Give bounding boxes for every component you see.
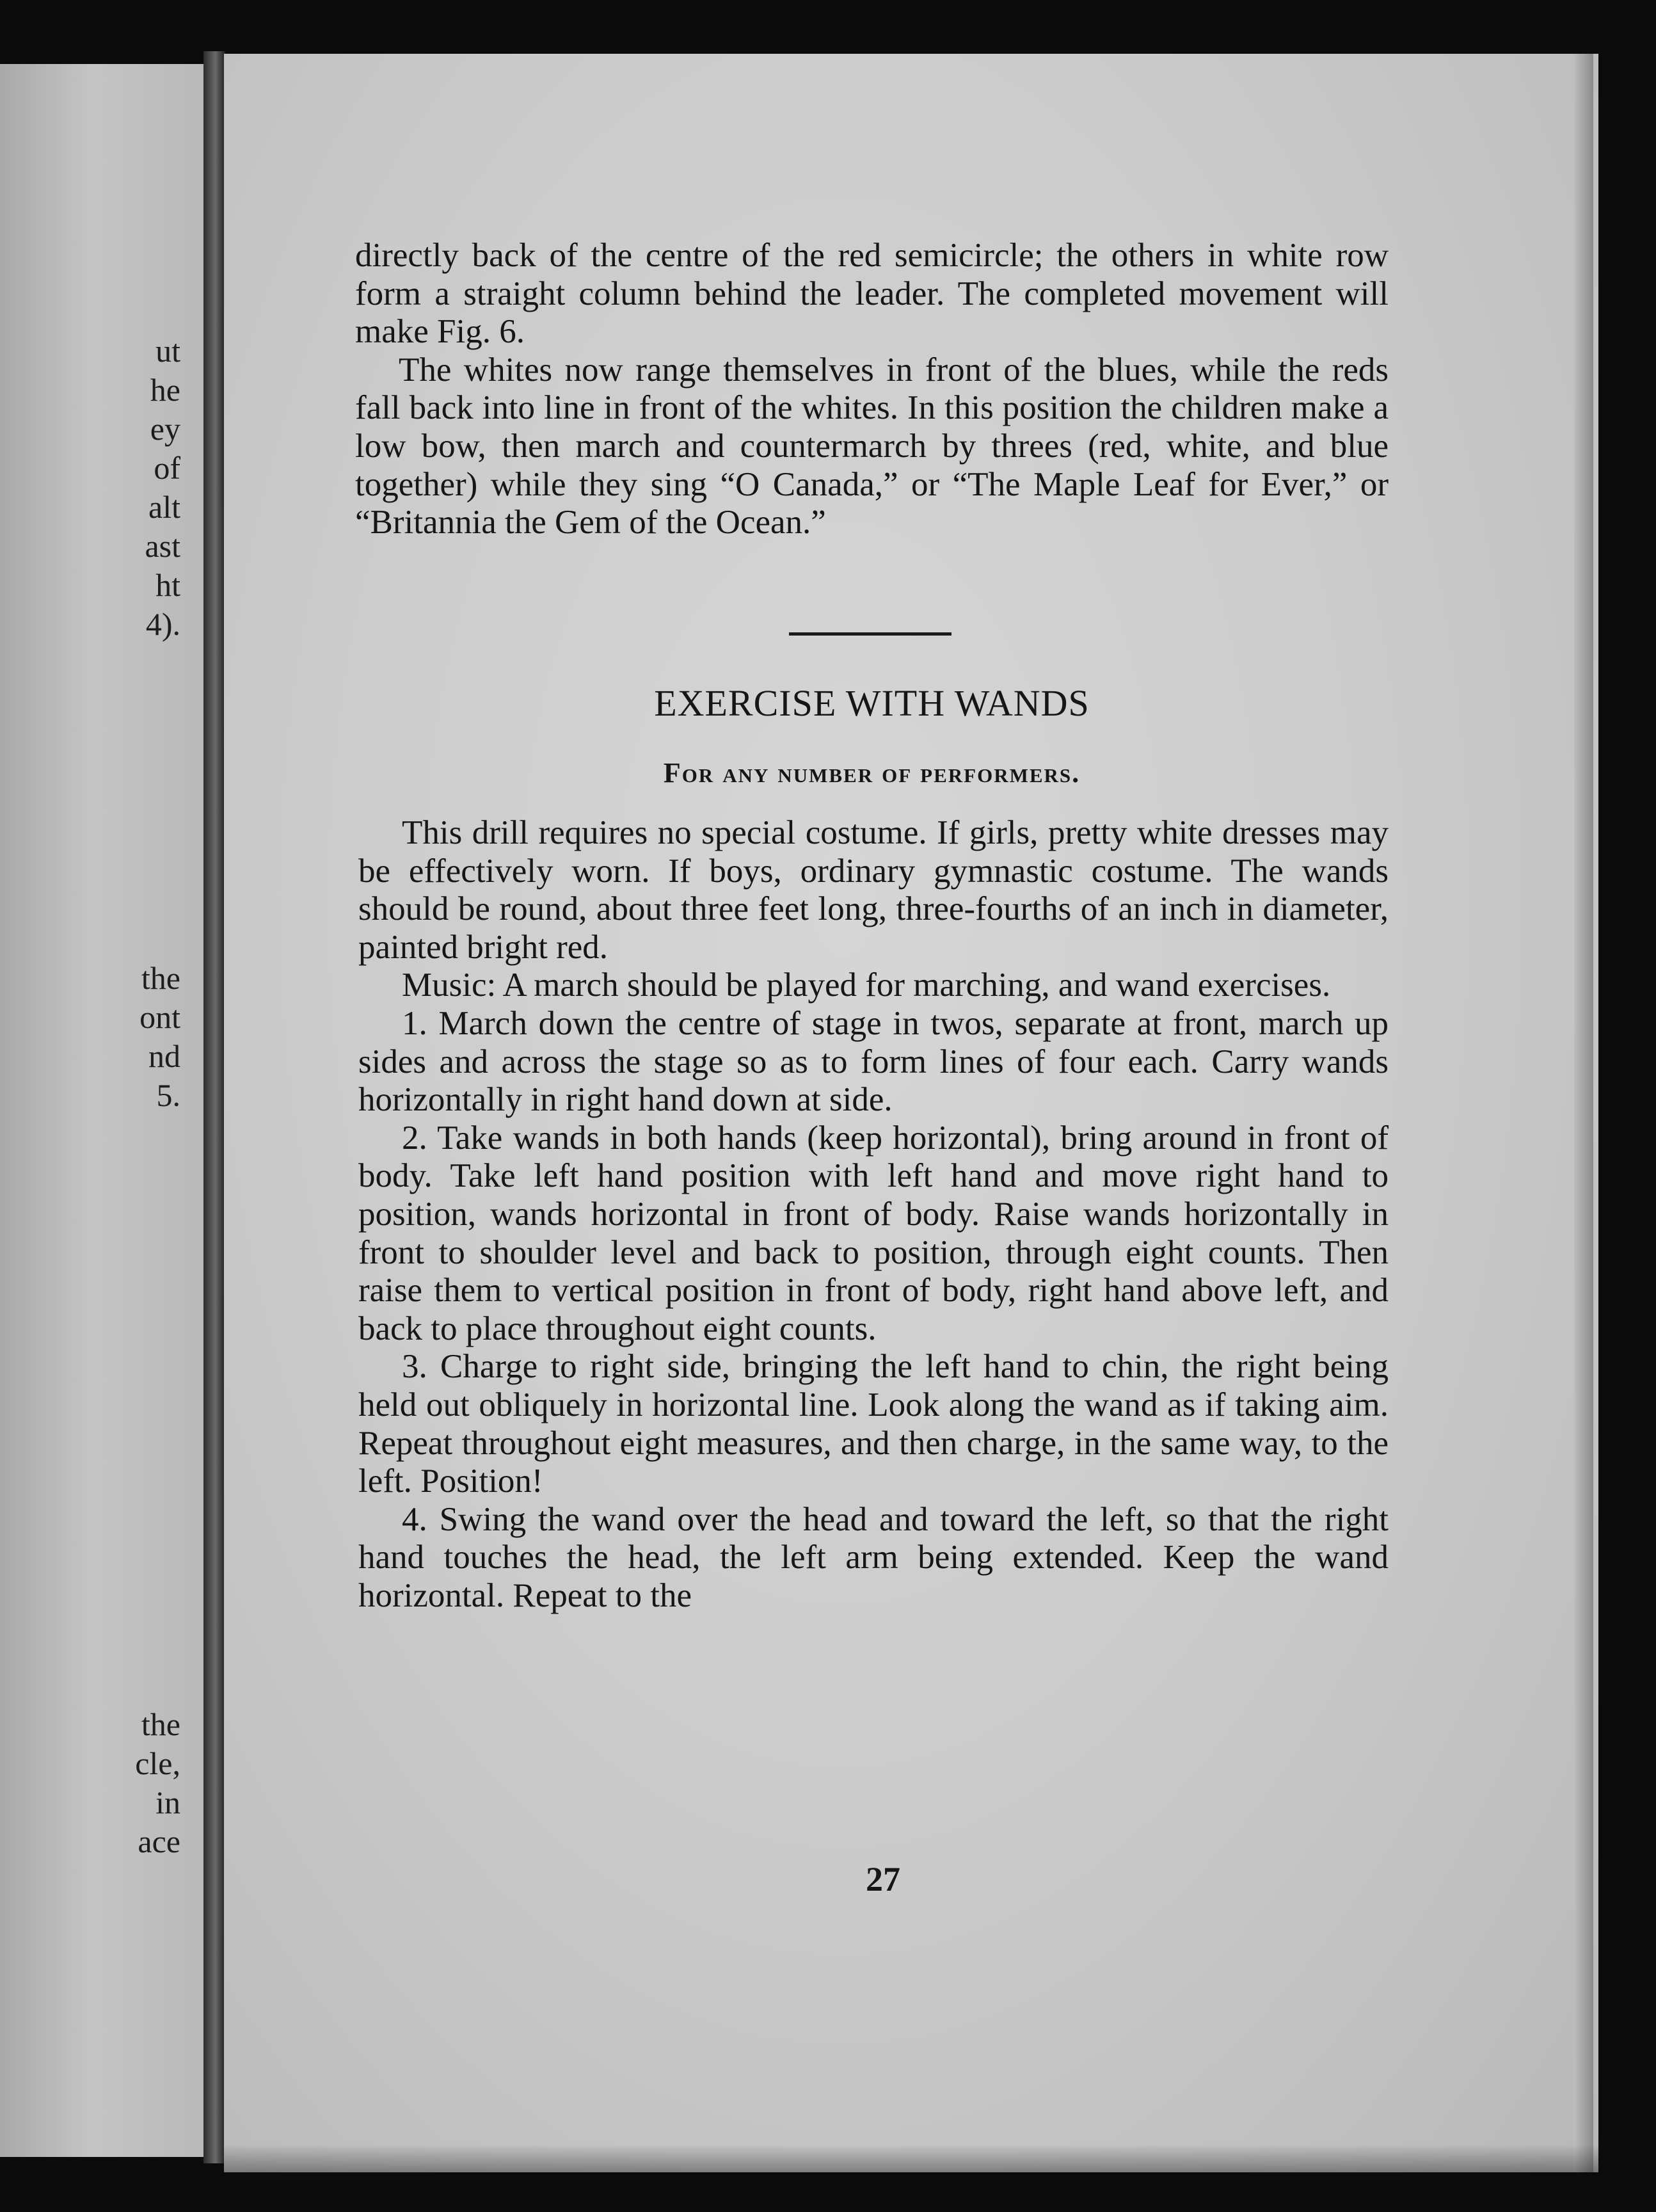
line-ending: the xyxy=(141,1706,180,1742)
line-ending: 4). xyxy=(145,606,180,642)
page-bottom-shadow xyxy=(224,2144,1598,2172)
previous-page-line-endings-middle xyxy=(40,959,180,1115)
line-ending: ont xyxy=(139,999,180,1035)
section-divider-rule xyxy=(789,632,951,636)
paragraph: The whites now range themselves in front of the blues, while the reds fall back into line in front of the whites. In this position the children make a low bow, then march and countermarch by threes (red, white, and blue together) while they sing “O Canada,” or “The Maple Leaf for Ever,” or “Britannia the Gem of the Ocean.” xyxy=(355,351,1389,541)
line-ending: ey xyxy=(150,411,180,447)
paragraph: 2. Take wands in both hands (keep horizontal), bring around in front of body. Take left hand position with left hand and move right hand to position, wands horizontal in front of body. Raise wands horizontally in front to shoulder level and back to position, through eight counts. Then raise them to vertical position in front of body, right hand above left, and back to place throughout eight counts. xyxy=(358,1119,1389,1347)
intro-text xyxy=(355,237,1389,542)
line-ending: he xyxy=(150,372,180,408)
paragraph: Music: A march should be played for marching, and wand exercises. xyxy=(402,966,1331,1004)
line-ending: in xyxy=(155,1784,180,1820)
line-ending: of xyxy=(154,450,180,486)
line-ending: nd xyxy=(148,1038,180,1074)
section-heading: EXERCISE WITH WANDS xyxy=(654,682,1090,724)
line-ending: cle, xyxy=(135,1745,180,1781)
book-gutter xyxy=(203,51,225,2163)
line-ending: ace xyxy=(138,1823,180,1859)
line-ending: alt xyxy=(148,489,180,525)
section-subheading: For any number of performers. xyxy=(663,757,1081,789)
line-ending: 5. xyxy=(156,1077,180,1113)
paragraph: 4. Swing the wand over the head and toward the left, so that the right hand touches the head, the left arm being extended. Keep the wand horizontal. Repeat to the xyxy=(358,1500,1389,1614)
line-ending: ast xyxy=(145,528,180,564)
previous-page-line-endings-bottom xyxy=(40,1705,180,1861)
paragraph: 3. Charge to right side, bringing the left hand to chin, the right being held out obliquely in horizontal line. Look along the wand as if taking aim. Repeat throughout eight measures, and then charge, in the same way, to the left. Position! xyxy=(358,1348,1389,1500)
page-edge-shadow xyxy=(1574,54,1593,2172)
page-number: 27 xyxy=(866,1860,900,1898)
line-ending: ut xyxy=(155,333,180,369)
previous-page-line-endings-top xyxy=(40,332,180,644)
paragraph: directly back of the centre of the red semicircle; the others in white row form a straight column behind the leader. The completed movement will make Fig. 6. xyxy=(355,237,1389,351)
line-ending: the xyxy=(141,960,180,996)
paragraph: 1. March down the centre of stage in twos, separate at front, march up sides and across the stage so as to form lines of four each. Carry wands horizontally in right hand down at side. xyxy=(358,1004,1389,1119)
section-body xyxy=(358,814,1389,1615)
previous-page-fragment xyxy=(0,64,203,2157)
paragraph: This drill requires no special costume. If girls, pretty white dresses may be effectively worn. If boys, ordinary gymnastic costume. The wands should be round, about three feet long, three-fourths of an inch in diameter, painted bright red. xyxy=(358,814,1389,966)
line-ending: ht xyxy=(155,567,180,603)
